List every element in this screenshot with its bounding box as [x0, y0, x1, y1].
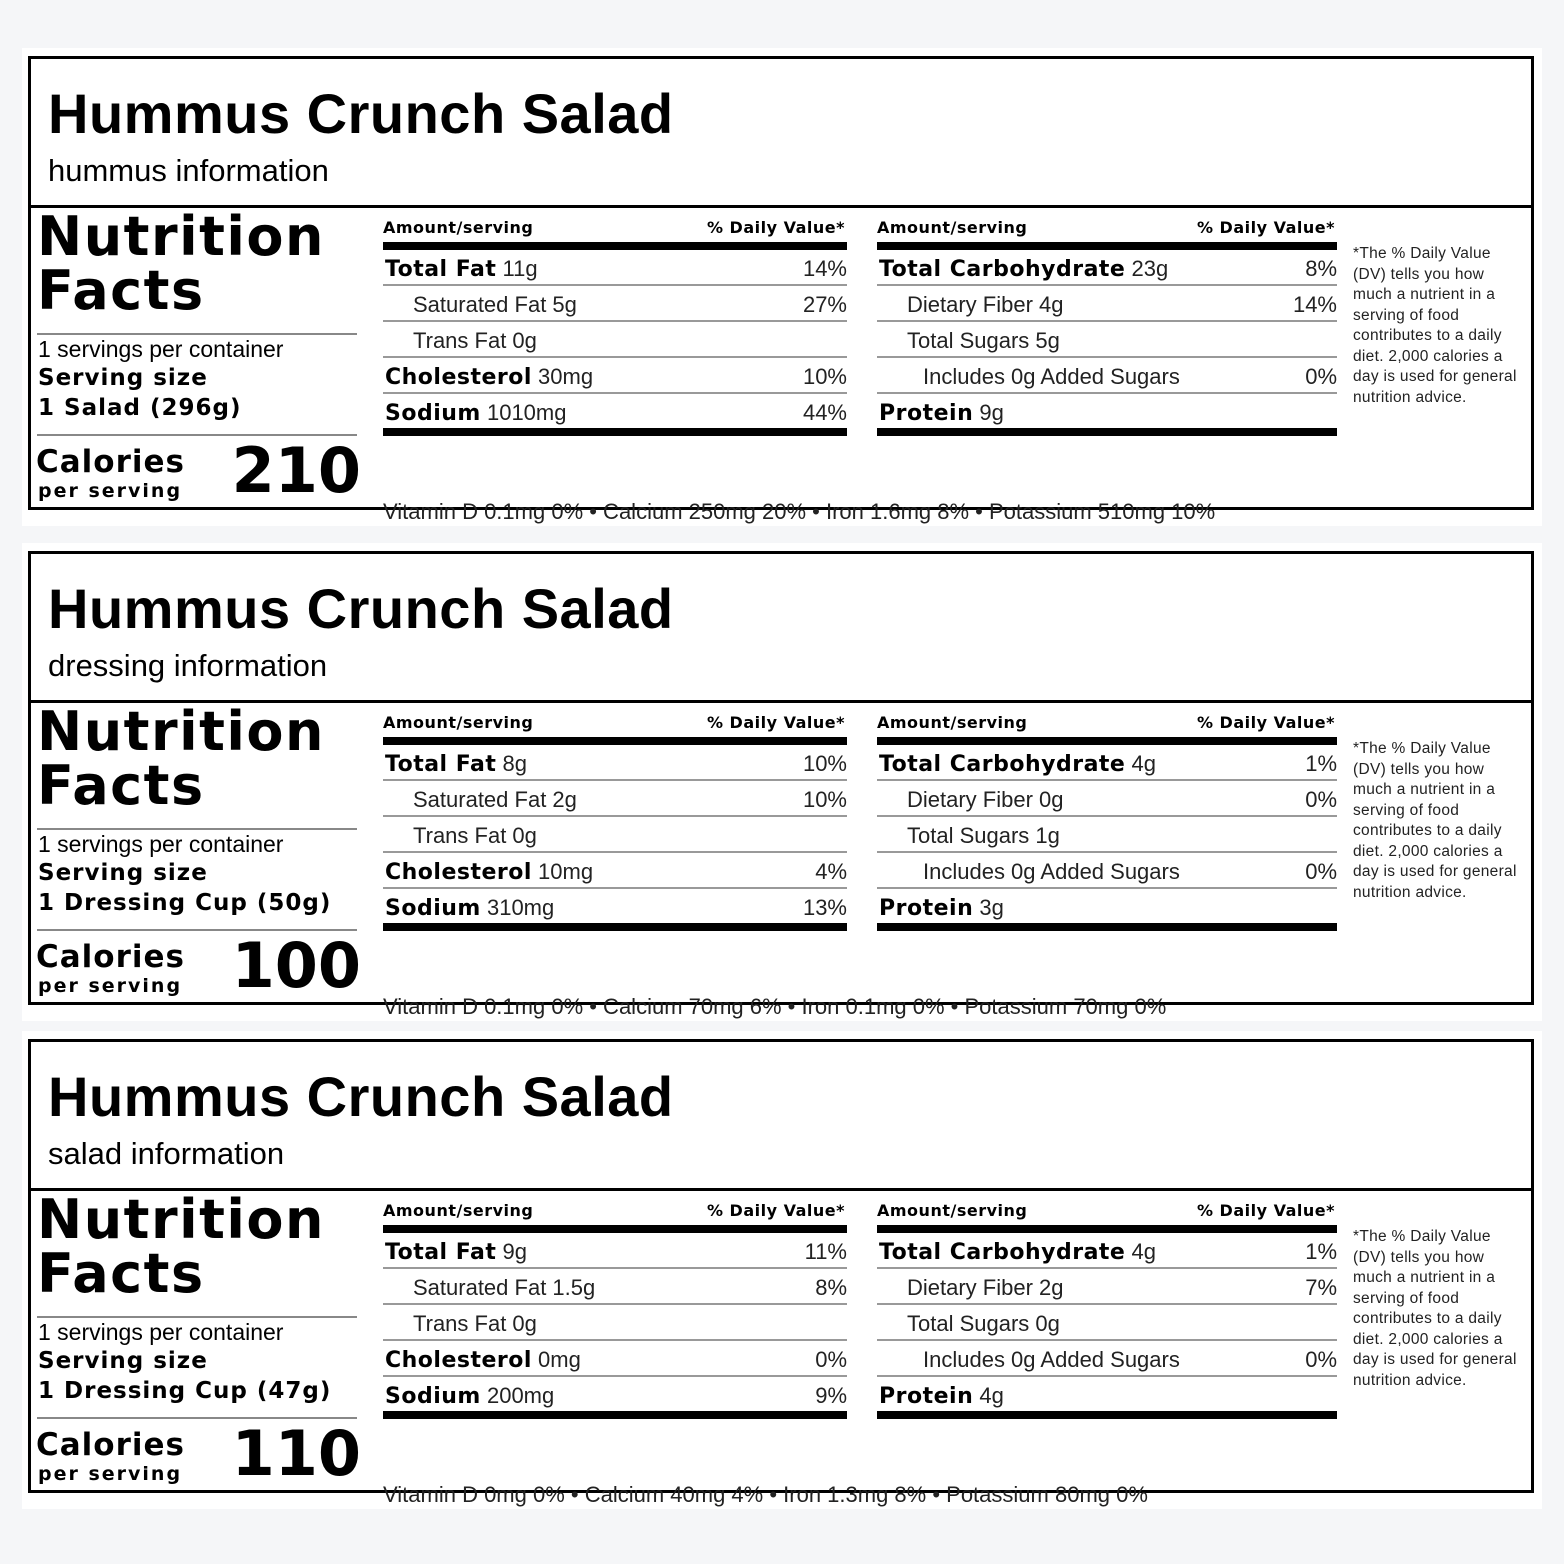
nutrient-daily-value: 0% — [1305, 1347, 1337, 1372]
nutrient-row — [383, 1341, 847, 1377]
nutrition-facts-heading — [37, 1188, 337, 1305]
nutrient-row — [383, 853, 847, 889]
serving-size-label: Serving size — [38, 365, 208, 391]
nutrient-row — [383, 781, 847, 817]
nutrient-amount: 310mg — [486, 895, 555, 920]
nutrient-row — [877, 1305, 1337, 1341]
daily-value-header: % Daily Value* — [1196, 218, 1335, 237]
nutrient-label: Cholesterol — [385, 860, 532, 885]
nutrient-label: Sodium — [385, 896, 481, 921]
daily-value-header: % Daily Value* — [706, 218, 845, 237]
nutrient-amount: 8g — [502, 751, 527, 776]
nutrient-name — [879, 400, 1004, 426]
daily-value-header: % Daily Value* — [1196, 713, 1335, 732]
calories-value: 110 — [231, 1417, 361, 1490]
amount-header: Amount/serving — [877, 1201, 1028, 1220]
nutrient-daily-value: 10% — [802, 787, 847, 812]
nutrient-name — [385, 1239, 527, 1265]
nutrient-name — [923, 1347, 1180, 1373]
nutrient-name — [413, 787, 577, 813]
nutrient-label: Includes 0g Added Sugars — [923, 1347, 1180, 1372]
per-serving-label: per serving — [38, 975, 183, 997]
nutrient-row — [383, 286, 847, 322]
nutrient-label: Cholesterol — [385, 1348, 532, 1373]
nutrient-label: Total Fat — [385, 752, 497, 777]
nutrient-row — [877, 1377, 1337, 1411]
nutrient-row — [877, 745, 1337, 781]
product-subtitle: dressing information — [48, 648, 328, 683]
calories-label: Calories — [36, 444, 185, 480]
nutrient-row — [383, 1269, 847, 1305]
product-subtitle: hummus information — [48, 153, 329, 188]
thick-rule — [877, 242, 1337, 250]
nutrient-row — [877, 889, 1337, 923]
nutrient-daily-value: 27% — [802, 292, 847, 317]
nutrient-label: Trans Fat 0g — [413, 1311, 537, 1336]
calories-value: 100 — [231, 929, 361, 1002]
nutrient-name — [385, 1383, 554, 1409]
amount-header: Amount/serving — [877, 218, 1028, 237]
nutrient-label: Trans Fat 0g — [413, 328, 537, 353]
nutrient-label: Total Carbohydrate — [879, 752, 1126, 777]
nutrient-amount: 9g — [502, 1239, 527, 1264]
servings-per-container: 1 servings per container — [38, 336, 284, 362]
nutrition-facts-text: Nutrition Facts — [37, 205, 325, 322]
nutrient-label: Total Sugars 0g — [907, 1311, 1060, 1336]
product-title: Hummus Crunch Salad — [48, 1065, 674, 1128]
nutrient-label: Includes 0g Added Sugars — [923, 859, 1180, 884]
table-header — [877, 1199, 1337, 1223]
daily-value-header: % Daily Value* — [1196, 1201, 1335, 1220]
nutrient-row — [877, 286, 1337, 322]
serving-size-value: 1 Dressing Cup (47g) — [38, 1378, 332, 1404]
nutrient-label: Protein — [879, 401, 974, 426]
thick-rule — [383, 737, 847, 745]
amount-header: Amount/serving — [877, 713, 1028, 732]
nutrient-label: Protein — [879, 1384, 974, 1409]
nutrient-name — [385, 400, 566, 426]
nutrient-name — [413, 1275, 595, 1301]
thick-rule — [383, 428, 847, 436]
nutrition-facts-text: Nutrition Facts — [37, 1188, 325, 1305]
nutrition-facts-heading — [37, 700, 337, 817]
nutrient-label: Total Sugars 1g — [907, 823, 1060, 848]
daily-value-header: % Daily Value* — [706, 1201, 845, 1220]
nutrient-label: Total Carbohydrate — [879, 1240, 1126, 1265]
thick-rule — [877, 1411, 1337, 1419]
nutrient-daily-value: 4% — [815, 859, 847, 884]
nutrient-row — [877, 853, 1337, 889]
nutrient-daily-value: 7% — [1305, 1275, 1337, 1300]
nutrient-row — [383, 1305, 847, 1341]
divider — [37, 333, 357, 335]
nutrient-label: Total Sugars 5g — [907, 328, 1060, 353]
nutrient-row — [383, 889, 847, 923]
nutrient-amount: 3g — [979, 895, 1004, 920]
nutrient-daily-value: 0% — [1305, 787, 1337, 812]
nutrient-name — [385, 364, 593, 390]
calories-label: Calories — [36, 1427, 185, 1463]
nutrient-amount: 30mg — [538, 364, 594, 389]
nutrient-row — [877, 781, 1337, 817]
vitamins-minerals: Vitamin D 0.1mg 0% • Calcium 70mg 6% • Iron 0.1mg 0% • Potassium 70mg 0% — [383, 994, 1167, 1019]
nutrient-daily-value: 13% — [802, 895, 847, 920]
panel-header — [31, 1042, 1531, 1191]
nutrient-daily-value: 0% — [1305, 364, 1337, 389]
nutrition-card — [28, 56, 1534, 524]
nutrient-table — [877, 216, 1337, 436]
divider — [37, 828, 357, 830]
daily-value-footnote: *The % Daily Value (DV) tells you how much a nutrient in a serving of food contributes to a daily diet. 2,000 calories a day is used for general nutrition advice. — [1353, 1228, 1517, 1389]
nutrient-amount: 9g — [979, 400, 1004, 425]
nutrient-name — [879, 1239, 1156, 1265]
nutrient-amount: 4g — [1131, 1239, 1156, 1264]
nutrient-row — [877, 358, 1337, 394]
nutrient-row — [383, 358, 847, 394]
nutrient-daily-value: 14% — [1292, 292, 1337, 317]
nutrition-body — [31, 205, 1531, 524]
thick-rule — [383, 1225, 847, 1233]
table-header — [877, 216, 1337, 240]
nutrient-row — [877, 817, 1337, 853]
nutrient-table — [383, 216, 847, 436]
nutrient-daily-value: 8% — [1305, 256, 1337, 281]
thick-rule — [383, 242, 847, 250]
nutrient-daily-value: 1% — [1305, 751, 1337, 776]
serving-size-value: 1 Salad (296g) — [38, 395, 242, 421]
vitamins-minerals: Vitamin D 0mg 0% • Calcium 40mg 4% • Iron 1.3mg 8% • Potassium 80mg 0% — [383, 1482, 1148, 1507]
nutrient-table — [877, 711, 1337, 931]
nutrient-name — [385, 895, 554, 921]
amount-header: Amount/serving — [383, 218, 534, 237]
nutrient-daily-value: 10% — [802, 364, 847, 389]
nutrient-amount: 23g — [1131, 256, 1169, 281]
nutrient-label: Dietary Fiber 2g — [907, 1275, 1064, 1300]
nutrient-name — [879, 751, 1156, 777]
nutrition-card — [28, 1039, 1534, 1507]
nutrient-daily-value: 14% — [802, 256, 847, 281]
thick-rule — [383, 923, 847, 931]
per-serving-label: per serving — [38, 1463, 183, 1485]
nutrient-row — [877, 1341, 1337, 1377]
nutrient-name — [879, 256, 1168, 282]
nutrient-name — [907, 787, 1064, 813]
nutrient-name — [879, 1383, 1004, 1409]
nutrient-name — [907, 1311, 1060, 1337]
table-header — [877, 711, 1337, 735]
nutrient-label: Cholesterol — [385, 365, 532, 390]
nutrition-body — [31, 1188, 1531, 1507]
daily-value-footnote: *The % Daily Value (DV) tells you how much a nutrient in a serving of food contributes to a daily diet. 2,000 calories a day is used for general nutrition advice. — [1353, 245, 1517, 406]
nutrient-label: Trans Fat 0g — [413, 823, 537, 848]
nutrition-facts-heading — [37, 205, 337, 322]
divider — [37, 1316, 357, 1318]
nutrient-row — [877, 250, 1337, 286]
serving-size-label: Serving size — [38, 1348, 208, 1374]
nutrient-amount: 10mg — [538, 859, 594, 884]
nutrient-label: Saturated Fat 5g — [413, 292, 577, 317]
nutrient-amount: 0mg — [538, 1347, 581, 1372]
nutrient-label: Dietary Fiber 0g — [907, 787, 1064, 812]
table-header — [383, 216, 847, 240]
thick-rule — [877, 737, 1337, 745]
nutrient-label: Includes 0g Added Sugars — [923, 364, 1180, 389]
nutrient-name — [879, 895, 1004, 921]
product-title: Hummus Crunch Salad — [48, 577, 674, 640]
nutrient-table — [383, 1199, 847, 1419]
calories-label: Calories — [36, 939, 185, 975]
nutrient-label: Saturated Fat 2g — [413, 787, 577, 812]
nutrient-table — [383, 711, 847, 931]
calories-value: 210 — [231, 434, 361, 507]
nutrient-row — [383, 394, 847, 428]
thick-rule — [877, 428, 1337, 436]
vitamins-minerals: Vitamin D 0.1mg 0% • Calcium 250mg 20% • Iron 1.6mg 8% • Potassium 510mg 10% — [383, 499, 1216, 524]
nutrient-name — [907, 1275, 1064, 1301]
nutrient-daily-value: 9% — [815, 1383, 847, 1408]
nutrient-label: Saturated Fat 1.5g — [413, 1275, 596, 1300]
thick-rule — [877, 1225, 1337, 1233]
nutrient-daily-value: 0% — [1305, 859, 1337, 884]
nutrition-card — [28, 551, 1534, 1019]
panel-header — [31, 554, 1531, 703]
nutrient-label: Total Fat — [385, 257, 497, 282]
nutrient-row — [383, 250, 847, 286]
table-header — [383, 1199, 847, 1223]
nutrient-amount: 11g — [502, 256, 538, 281]
nutrient-daily-value: 0% — [815, 1347, 847, 1372]
nutrient-label: Sodium — [385, 1384, 481, 1409]
table-header — [383, 711, 847, 735]
nutrient-name — [907, 328, 1060, 354]
nutrient-amount: 4g — [1131, 751, 1156, 776]
nutrition-panel — [22, 48, 1542, 526]
nutrient-label: Protein — [879, 896, 974, 921]
daily-value-footnote: *The % Daily Value (DV) tells you how much a nutrient in a serving of food contributes to a daily diet. 2,000 calories a day is used for general nutrition advice. — [1353, 740, 1517, 901]
nutrient-label: Dietary Fiber 4g — [907, 292, 1064, 317]
nutrient-name — [923, 364, 1180, 390]
serving-size-value: 1 Dressing Cup (50g) — [38, 890, 332, 916]
thick-rule — [383, 1411, 847, 1419]
nutrient-row — [383, 322, 847, 358]
nutrition-panel — [22, 543, 1542, 1021]
amount-header: Amount/serving — [383, 1201, 534, 1220]
product-subtitle: salad information — [48, 1136, 285, 1171]
nutrient-name — [907, 823, 1060, 849]
nutrient-name — [413, 823, 537, 849]
serving-size-label: Serving size — [38, 860, 208, 886]
nutrient-row — [383, 1233, 847, 1269]
nutrient-label: Total Fat — [385, 1240, 497, 1265]
nutrient-row — [383, 745, 847, 781]
servings-per-container: 1 servings per container — [38, 831, 284, 857]
servings-per-container: 1 servings per container — [38, 1319, 284, 1345]
nutrition-panel — [22, 1031, 1542, 1509]
nutrient-name — [907, 292, 1064, 318]
nutrient-row — [877, 394, 1337, 428]
nutrient-daily-value: 1% — [1305, 1239, 1337, 1264]
nutrient-amount: 200mg — [486, 1383, 555, 1408]
nutrient-name — [385, 1347, 581, 1373]
product-title: Hummus Crunch Salad — [48, 82, 674, 145]
nutrient-name — [413, 292, 577, 318]
nutrient-daily-value: 11% — [804, 1239, 847, 1264]
daily-value-header: % Daily Value* — [706, 713, 845, 732]
nutrient-row — [877, 1233, 1337, 1269]
nutrient-row — [383, 817, 847, 853]
nutrient-label: Total Carbohydrate — [879, 257, 1126, 282]
nutrient-daily-value: 8% — [815, 1275, 847, 1300]
nutrient-label: Sodium — [385, 401, 481, 426]
nutrient-name — [413, 328, 537, 354]
thick-rule — [877, 923, 1337, 931]
nutrient-name — [385, 859, 593, 885]
panel-header — [31, 59, 1531, 208]
nutrient-name — [923, 859, 1180, 885]
nutrition-body — [31, 700, 1531, 1019]
nutrient-daily-value: 10% — [802, 751, 847, 776]
nutrient-row — [877, 1269, 1337, 1305]
per-serving-label: per serving — [38, 480, 183, 502]
nutrient-daily-value: 44% — [802, 400, 847, 425]
nutrient-name — [385, 256, 538, 282]
nutrient-amount: 4g — [979, 1383, 1004, 1408]
nutrient-amount: 1010mg — [486, 400, 567, 425]
nutrient-table — [877, 1199, 1337, 1419]
nutrient-row — [877, 322, 1337, 358]
nutrient-row — [383, 1377, 847, 1411]
nutrient-name — [385, 751, 527, 777]
nutrition-facts-text: Nutrition Facts — [37, 700, 325, 817]
nutrient-name — [413, 1311, 537, 1337]
amount-header: Amount/serving — [383, 713, 534, 732]
